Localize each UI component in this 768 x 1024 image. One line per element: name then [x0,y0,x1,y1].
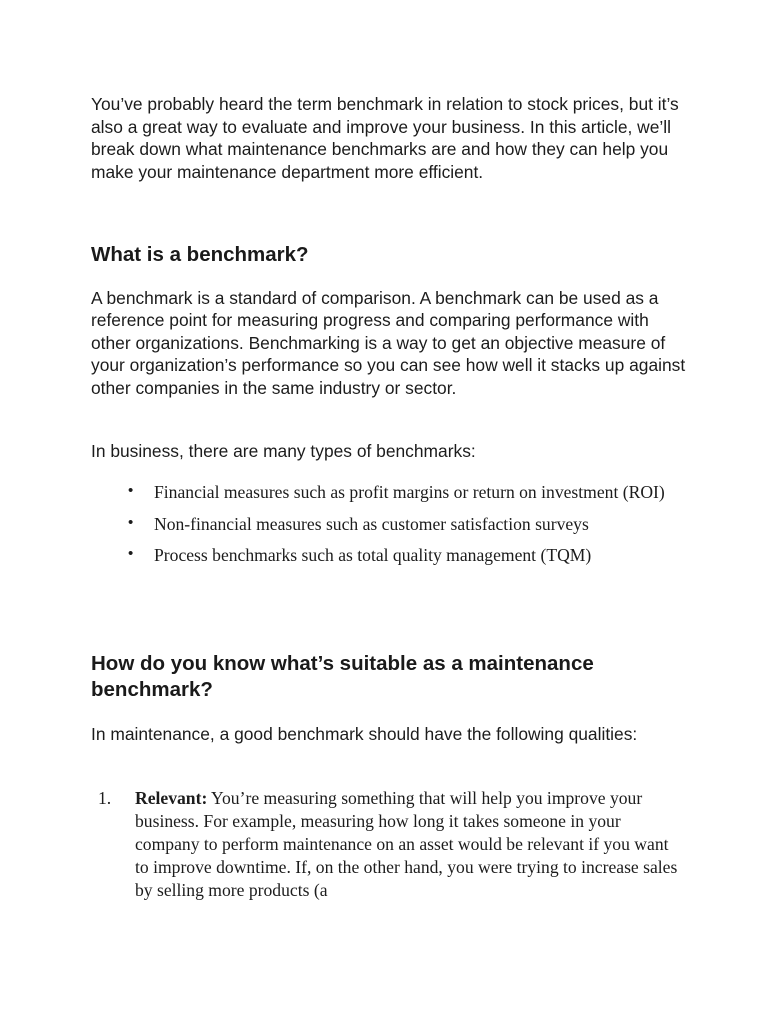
benchmark-types-intro: In business, there are many types of benchmarks: [91,441,476,461]
list-item [128,544,688,567]
quality-term: Relevant: [135,788,208,808]
list-item-text: Financial measures such as profit margins or return on investment (ROI) [154,482,665,502]
bullet-icon: • [128,545,134,563]
qualities-intro-paragraph: In maintenance, a good benchmark should have the following qualities: [91,724,638,744]
list-item-text: Process benchmarks such as total quality management (TQM) [154,545,592,566]
bullet-icon: • [128,513,134,531]
list-number: 1. [98,788,112,808]
list-item [128,513,688,536]
benchmark-types-list [128,481,688,576]
intro-paragraph: You’ve probably heard the term benchmark in relation to stock prices, but it’s also a great way to evaluate and improve your business. In this article, we’ll break down what maintenance benchmarks are and how they can help you make your maintenance department more efficient. [91,94,679,182]
list-item [98,787,678,902]
heading-suitable-maintenance-benchmark: How do you know what’s suitable as a maintenance benchmark? [91,652,594,701]
list-item [128,481,688,504]
benchmark-definition-paragraph: A benchmark is a standard of comparison. A benchmark can be used as a reference point for measuring progress and comparing performance with other organizations. Benchmarking is a way to get an objective measure of your organization’s performance so you can see how well it stacks up against other companies in the same industry or sector. [91,288,686,398]
list-item-text: Non-financial measures such as customer satisfaction surveys [154,513,589,534]
quality-description: You’re measuring something that will help you improve your business. For example, measuring how long it takes someone in your company to perform maintenance on an asset would be relevant if you want to improve downtime. If, on the other hand, you were trying to increase sales by selling more products (a [135,788,678,900]
heading-what-is-benchmark: What is a benchmark? [91,243,309,266]
qualities-list [98,787,678,902]
bullet-icon: • [128,482,134,499]
